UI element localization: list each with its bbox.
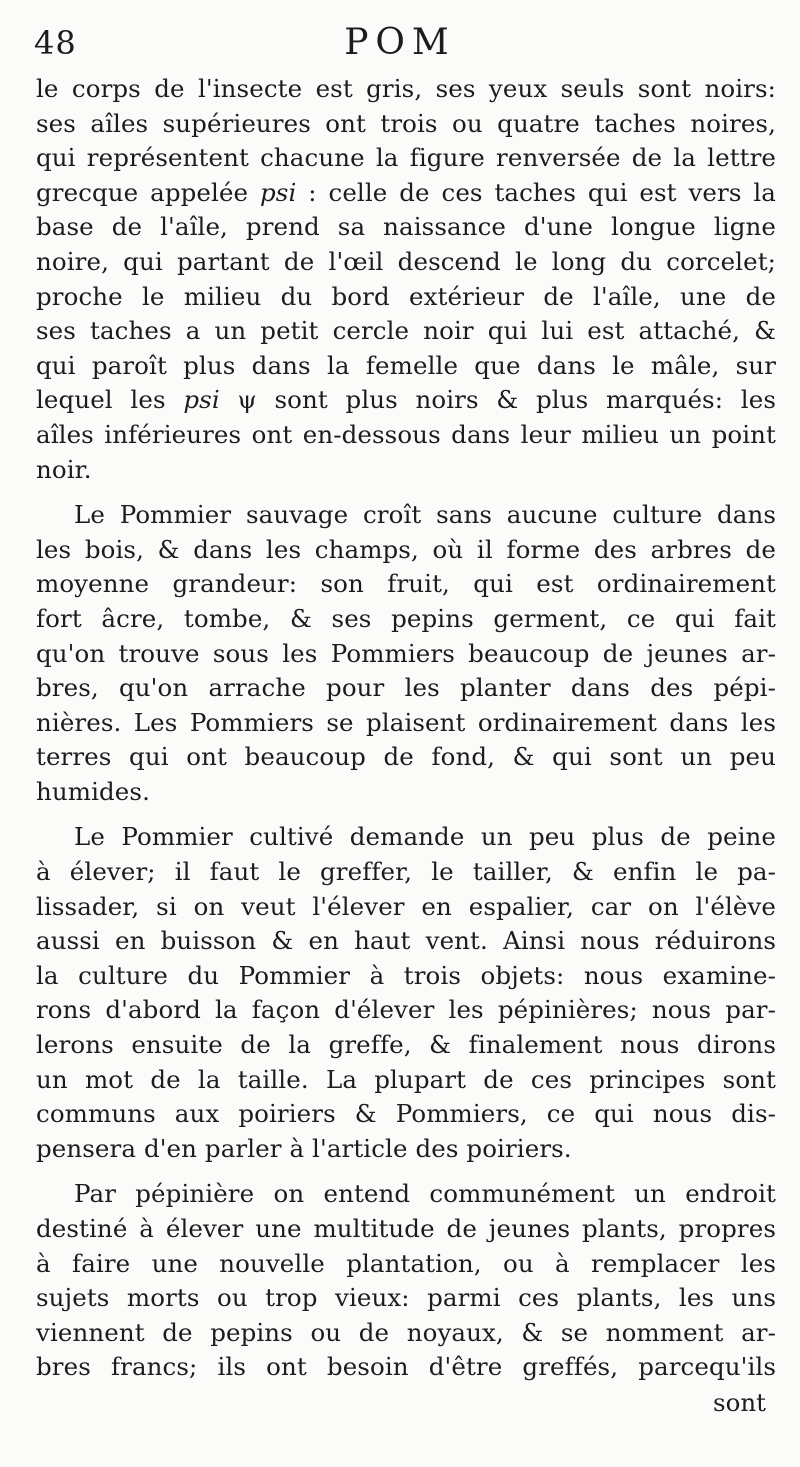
text-line: ses taches a un petit cercle noir qui lui est attaché, & bbox=[36, 316, 776, 346]
text-line: rons d'abord la façon d'élever les pépinières; nous par- bbox=[36, 995, 776, 1025]
text-line: fort âcre, tombe, & ses pepins germent, ce qui fait bbox=[36, 603, 776, 633]
text-line: les bois, & dans les champs, où il forme des arbres de bbox=[36, 534, 776, 564]
text-line: la culture du Pommier à trois objets: nous examine- bbox=[36, 960, 776, 990]
text-line: lissader, si on veut l'élever en espalier, car on l'élève bbox=[36, 891, 776, 921]
text-line: Le Pommier cultivé demande un peu plus de peine bbox=[74, 822, 776, 852]
text-line: à élever; il faut le greffer, le tailler, & enfin le pa- bbox=[36, 857, 776, 887]
text-line: sujets morts ou trop vieux: parmi ces plants, les uns bbox=[36, 1283, 776, 1313]
text-line: le corps de l'insecte est gris, ses yeux seuls sont noirs: bbox=[36, 74, 776, 103]
text-line: Par pépinière on entend communément un endroit bbox=[74, 1179, 776, 1209]
text-line: aussi en buisson & en haut vent. Ainsi nous réduirons bbox=[36, 926, 776, 956]
paragraph-wild-apple-tree bbox=[36, 498, 776, 809]
greek-letter-term: psi bbox=[260, 177, 297, 207]
text-segment: grecque appelée bbox=[36, 177, 261, 207]
text-line: proche le milieu du bord extérieur de l'aîle, une de bbox=[36, 281, 776, 311]
text-line: un mot de la taille. La plupart de ces principes sont bbox=[36, 1064, 776, 1094]
text-line: Le Pommier sauvage croît sans aucune culture dans bbox=[74, 500, 776, 530]
greek-letter-term: psi bbox=[183, 385, 220, 415]
text-line: pensera d'en parler à l'article des poiriers. bbox=[36, 1133, 572, 1163]
text-line: qui représentent chacune la figure renversée de la lettre bbox=[36, 143, 776, 173]
text-line: bres, qu'on arrache pour les planter dans des pépi- bbox=[36, 673, 776, 703]
text-line bbox=[36, 383, 776, 418]
text-segment: lequel les bbox=[36, 385, 184, 415]
paragraph-insect-description bbox=[36, 72, 776, 487]
text-line: aîles inférieures ont en-dessous dans leur milieu un point bbox=[36, 419, 776, 449]
catchword: sont bbox=[713, 1388, 766, 1417]
text-line: terres qui ont beaucoup de fond, & qui sont un peu bbox=[36, 742, 776, 772]
text-line: base de l'aîle, prend sa naissance d'une longue ligne bbox=[36, 212, 776, 242]
text-line: destiné à élever une multitude de jeunes plants, propres bbox=[36, 1214, 776, 1243]
text-segment: ψ sont plus noirs & plus marqués: les bbox=[219, 385, 777, 415]
text-line: noire, qui partant de l'œil descend le long du corcelet; bbox=[36, 246, 776, 276]
page-header bbox=[0, 18, 800, 68]
text-line: humides. bbox=[36, 776, 150, 806]
text-line: à faire une nouvelle plantation, ou à remplacer les bbox=[36, 1248, 776, 1278]
text-line: lerons ensuite de la greffe, & finalement nous dirons bbox=[36, 1030, 776, 1060]
text-line: noir. bbox=[36, 454, 92, 484]
text-line bbox=[36, 176, 776, 211]
text-segment: : celle de ces taches qui est vers la bbox=[296, 177, 776, 207]
paragraph-nursery bbox=[36, 1177, 776, 1385]
text-line: communs aux poiriers & Pommiers, ce qui nous dis- bbox=[36, 1099, 776, 1129]
page-number: 48 bbox=[34, 24, 77, 62]
running-head: POM bbox=[344, 22, 456, 63]
text-line: bres francs; ils ont besoin d'être greffés, parcequ'ils bbox=[36, 1352, 776, 1382]
text-line: viennent de pepins ou de noyaux, & se nomment ar- bbox=[36, 1317, 776, 1347]
text-line: qu'on trouve sous les Pommiers beaucoup de jeunes ar- bbox=[36, 638, 776, 668]
text-line: nières. Les Pommiers se plaisent ordinairement dans les bbox=[36, 707, 776, 737]
paragraph-cultivated-apple-tree bbox=[36, 820, 776, 1166]
body-text bbox=[36, 72, 776, 1385]
text-line: moyenne grandeur: son fruit, qui est ordinairement bbox=[36, 569, 776, 599]
text-line: ses aîles supérieures ont trois ou quatre taches noires, bbox=[36, 108, 776, 138]
text-line: qui paroît plus dans la femelle que dans le mâle, sur bbox=[36, 350, 776, 380]
